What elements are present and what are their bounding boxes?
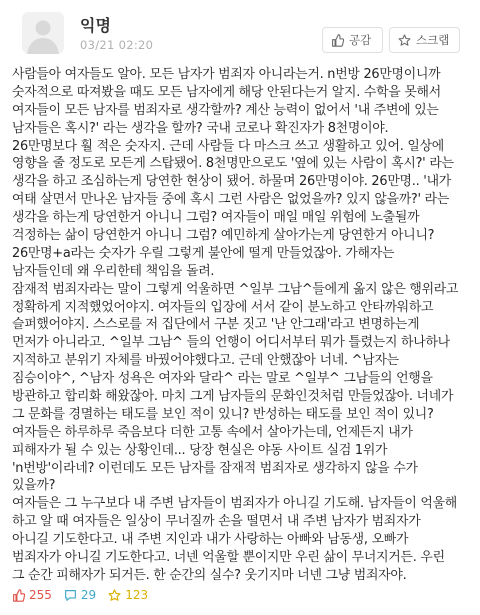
default-avatar-icon bbox=[22, 12, 64, 54]
like-button[interactable] bbox=[322, 27, 383, 53]
post-body-line: 잠재적 범죄자라는 말이 그렇게 억울하면 ^일부 그남^들에게 옮지 않은 행위라고 bbox=[12, 281, 459, 297]
post-body-line: 그 문화를 경멸하는 태도를 보인 적이 있니? 반성하는 태도를 보인 적이 있니? bbox=[12, 406, 434, 422]
post-body-line: 그 순간 피해자가 되거든. 한 순간의 실수? 웃기지마 너넨 그냥 범죄자야. bbox=[12, 567, 407, 583]
post-body-line: 정확하게 지적했었어야지. 여자들의 입장에 서서 같이 분노하고 안타까워하고 bbox=[12, 299, 434, 315]
avatar bbox=[22, 12, 64, 54]
like-count bbox=[12, 588, 52, 602]
thumbs-up-icon bbox=[12, 589, 25, 602]
post-body-line: 슬퍼했어야지. 스스로를 저 집단에서 구분 짓고 '난 안그래'라고 변명하는게 bbox=[12, 317, 420, 333]
post-body-line: 걱정하는 삶이 당연한거 아니니 그럼? 예민하게 살아가는게 당연한거 아니니? bbox=[12, 228, 435, 244]
post-stats bbox=[12, 586, 160, 604]
post-body-line: 피해자가 될 수 있는 상황인데... 당장 현실은 야동 사이트 실검 1위가 bbox=[12, 442, 388, 458]
post-body-line: 26만명보다 훨 적은 숫자지. 근데 사람들 다 마스크 쓰고 생활하고 있어. 일상에 bbox=[12, 138, 444, 154]
post-body-line: 여자들은 그 누구보다 내 주변 남자들이 범죄자가 아니길 기도해. 남자들이 억울해 bbox=[12, 496, 457, 512]
scrap-button[interactable] bbox=[389, 27, 460, 53]
like-button-label: 공감 bbox=[349, 33, 372, 47]
thumbs-up-icon bbox=[331, 34, 344, 47]
post-body-line: 먼저가 아니라고. ^일부 그남^ 들의 언행이 어디서부터 뭐가 틀렸는지 하나하나 bbox=[12, 335, 450, 351]
comment-count-value: 29 bbox=[80, 588, 97, 602]
post-body-line: 방관하고 합리화 해왔잖아. 마치 그게 남자들의 문화인것처럼 만들었잖아. 너네가 bbox=[12, 389, 454, 405]
scrap-count bbox=[108, 588, 148, 602]
post-body-line: 영향을 줄 정도로 모든게 스탑됐어. 8천명만으로도 '옆에 있는 사람이 혹시?' 라는 bbox=[12, 156, 454, 172]
post-body-line: 지적하고 분위기 자체를 바꿨어야했다고. 근데 안했잖아 너네. ^남자는 bbox=[12, 353, 399, 369]
post-body-line: 여자들은 하루하루 죽음보다 더한 고통 속에서 살아가는데, 언제든지 내가 bbox=[12, 424, 413, 440]
author-name: 익명 bbox=[80, 16, 111, 35]
post-body-line: 숫자적으로 따져봤을 때도 모든 남자에게 해당 안된다는거 알지. 수학을 못해서 bbox=[12, 84, 441, 100]
post-body-line: 아니길 기도한다고. 내 주변 지인과 내가 사랑하는 아빠와 남동생, 오빠가 bbox=[12, 532, 409, 548]
post-body-line: 생각을 하는게 당연한거 아니니 그럼? 여자들이 매일 매일 위험에 노출될까 bbox=[12, 210, 420, 226]
star-icon bbox=[398, 34, 411, 47]
post-body bbox=[12, 66, 474, 585]
speech-bubble-icon bbox=[64, 589, 77, 602]
post-body-line: 'n번방'이라네? 이런데도 모든 남자를 잠재적 범죄자로 생각하지 않을 수가 bbox=[12, 460, 418, 476]
post-body-line: 생각을 하고 조심하는게 당연한 현상이 됐어. 하물며 26만명이야. 26만명.. '내가 bbox=[12, 174, 451, 190]
post-body-line: 여자들이 모든 남자를 범죄자로 생각할까? 계산 능력이 없어서 '내 주변에 있는 bbox=[12, 102, 439, 118]
post-body-line: 여태 살면서 만나온 남자들 중에 혹시 그런 사람은 없었을까? 있지 않을까?' 라는 bbox=[12, 192, 450, 208]
like-count-value: 255 bbox=[29, 588, 52, 602]
post-body-line: 하고 알 때 여자들은 일상이 무너질까 손을 떨면서 내 주변 남자가 범죄자가 bbox=[12, 514, 421, 530]
comment-count bbox=[64, 588, 96, 602]
post-body-line: 있을까? bbox=[12, 478, 56, 494]
post-body-line: 사람들아 여자들도 알아. 모든 남자가 범죄자 아니라는거. n번방 26만명이니까 bbox=[12, 67, 441, 82]
post-body-line: 짐승이야^, ^남자 성욕은 여자와 달라^ 라는 말로 ^일부^ 그남들의 언행을 bbox=[12, 371, 433, 387]
post-timestamp: 03/21 02:20 bbox=[80, 38, 154, 52]
post-body-line: 범죄자가 아니길 기도한다고. 너넨 억울할 뿐이지만 우린 삶이 무너지거든. 우린 bbox=[12, 550, 445, 566]
post-header bbox=[0, 0, 480, 64]
post-body-line: 26만명+a라는 숫자가 우릴 그렇게 불안에 떨게 만들었잖아. 가해자는 bbox=[12, 245, 395, 261]
post-body-line: 남자들은 혹시?' 라는 생각을 할까? 국내 코로나 확진자가 8천명이야. bbox=[12, 120, 389, 136]
scrap-count-value: 123 bbox=[125, 588, 149, 602]
post-body-line: 남자들인데 왜 우리한테 책임을 돌려. bbox=[12, 263, 215, 279]
scrap-button-label: 스크랩 bbox=[416, 33, 450, 47]
star-icon bbox=[108, 589, 121, 602]
